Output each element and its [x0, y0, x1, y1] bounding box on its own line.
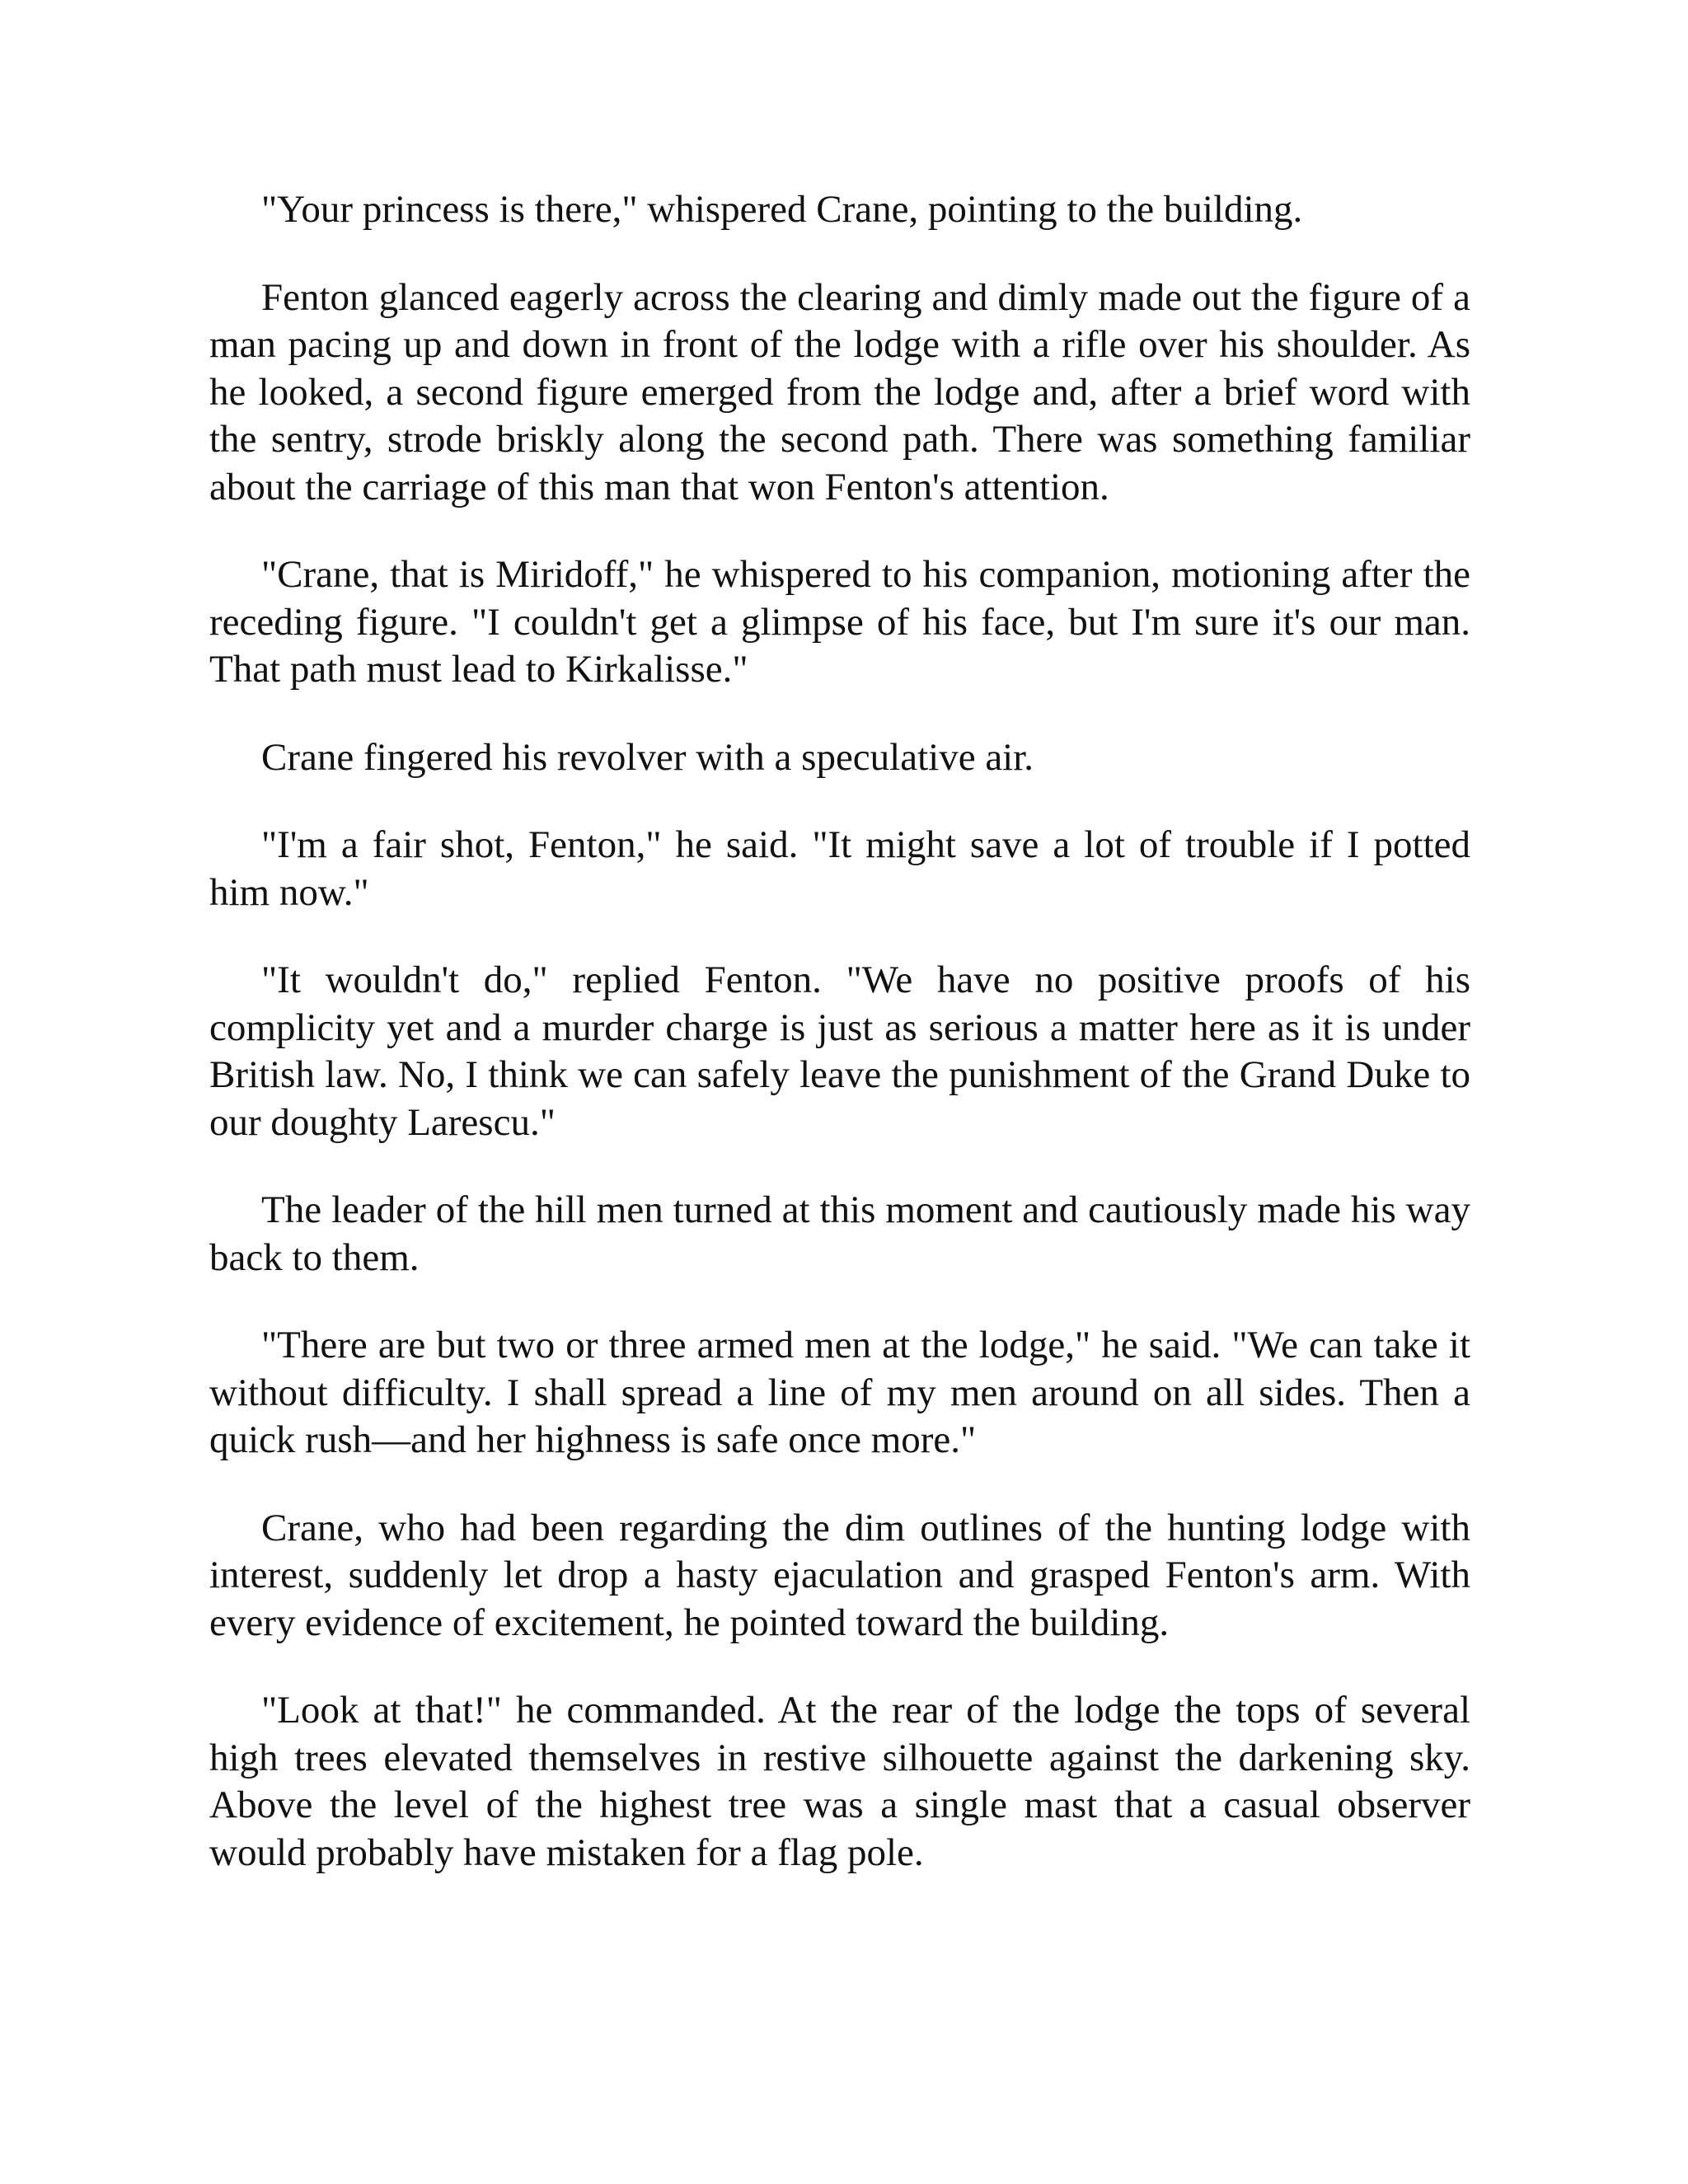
document-page: [209, 186, 1470, 1877]
paragraph: "Crane, that is Miridoff," he whispered to his companion, motioning after the receding figure. "I couldn't get a glimpse of his face, but I'm sure it's our man. That path must lead to Kirkalisse.": [209, 553, 1470, 691]
paragraph: "There are but two or three armed men at the lodge," he said. "We can take it without difficulty. I shall spread a line of my men around on all sides. Then a quick rush—and her highness is safe once more.": [209, 1324, 1470, 1461]
paragraph: Crane, who had been regarding the dim outlines of the hunting lodge with interest, suddenly let drop a hasty ejaculation and grasped Fenton's arm. With every evidence of excitement, he pointed toward the building.: [209, 1506, 1470, 1644]
paragraph: Fenton glanced eagerly across the clearing and dimly made out the figure of a man pacing up and down in front of the lodge with a rifle over his shoulder. As he looked, a second figure emerged from the lodge and, after a brief word with the sentry, strode briskly along the second path. There was something familiar about the carriage of this man that won Fenton's attention.: [209, 275, 1470, 509]
paragraph: The leader of the hill men turned at this moment and cautiously made his way back to them.: [209, 1188, 1470, 1279]
paragraph: "Your princess is there," whispered Crane, pointing to the building.: [261, 188, 1303, 231]
paragraph: "Look at that!" he commanded. At the rear of the lodge the tops of several high trees elevated themselves in restive silhouette against the darkening sky. Above the level of the highest tree was a single mast that a casual observer would probably have mistaken for a flag pole.: [209, 1689, 1470, 1874]
paragraph: Crane fingered his revolver with a speculative air.: [261, 735, 1034, 779]
paragraph: "I'm a fair shot, Fenton," he said. "It might save a lot of trouble if I potted him now.": [209, 823, 1470, 914]
paragraph: "It wouldn't do," replied Fenton. "We have no positive proofs of his complicity yet and a murder charge is just as serious a matter here as it is under British law. No, I think we can safely leave the punishment of the Grand Duke to our doughty Larescu.": [209, 958, 1470, 1144]
